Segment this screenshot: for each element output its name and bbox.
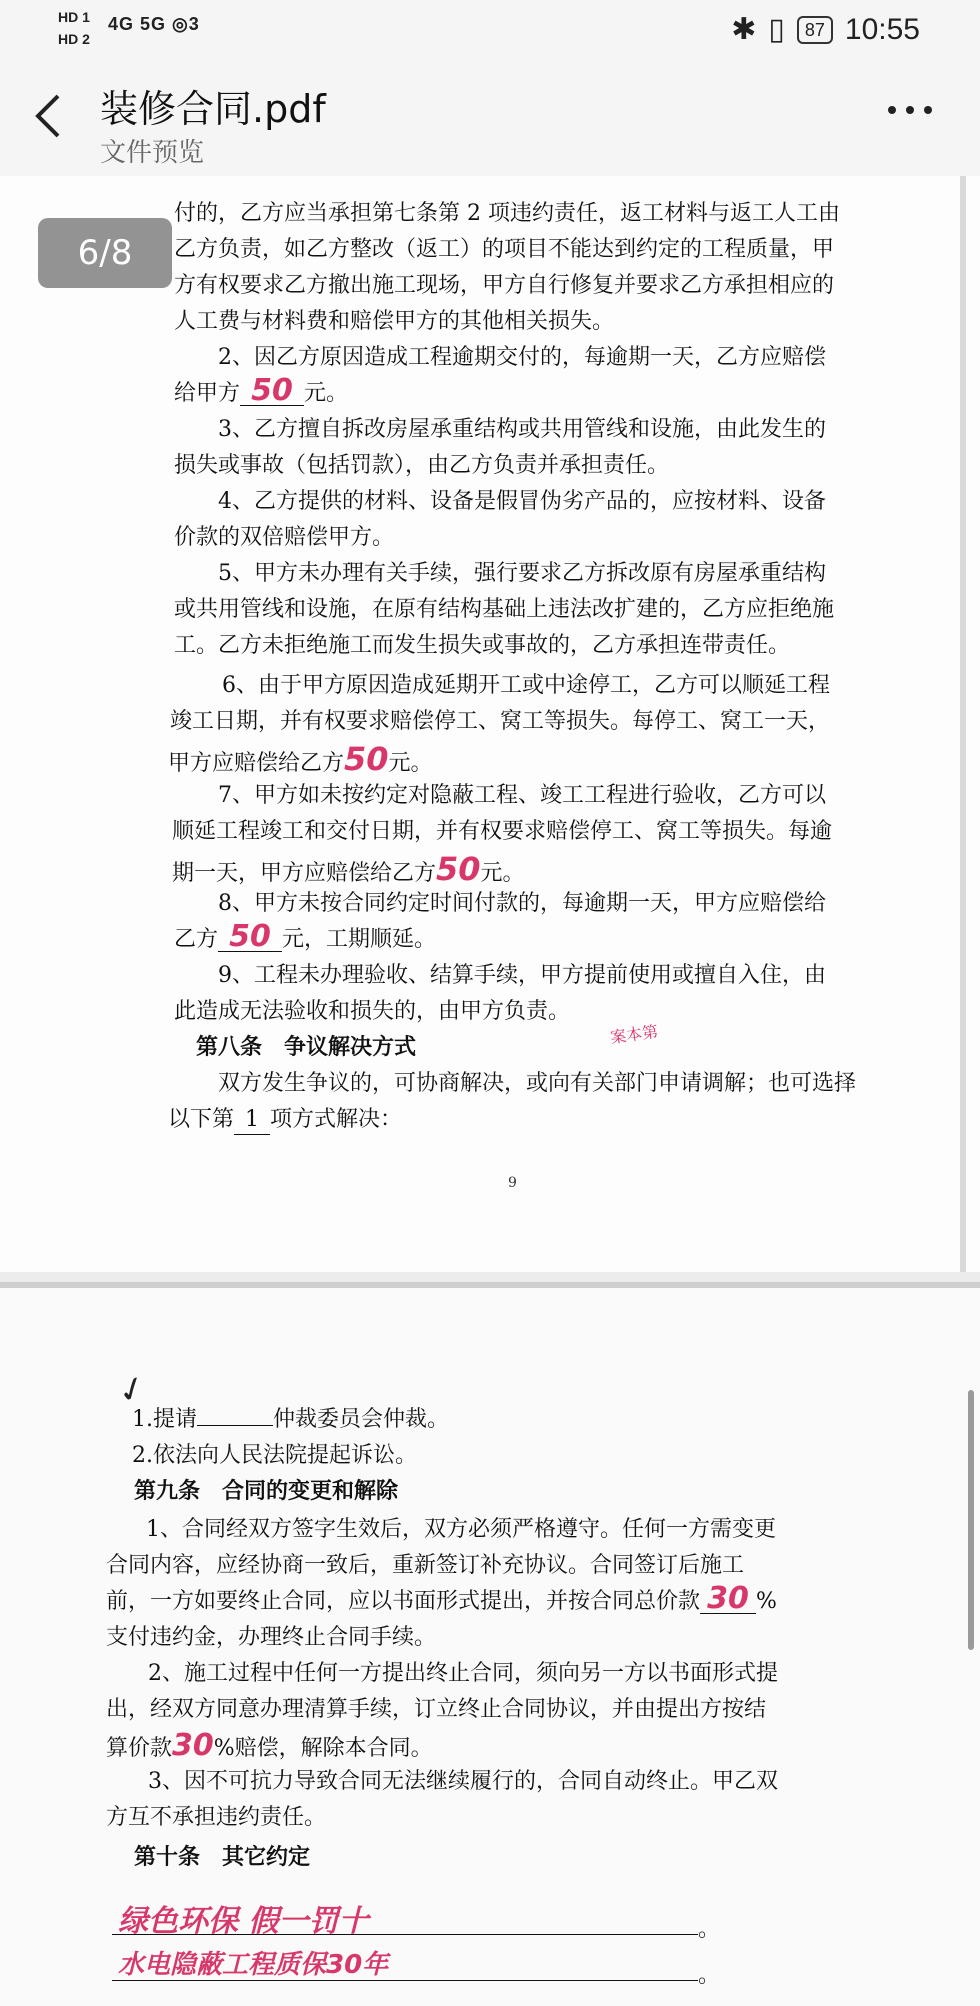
- text-span: 前，一方如要终止合同，应以书面形式提出，并按合同总价款: [106, 1589, 701, 1614]
- period: 。: [698, 1917, 721, 1942]
- text-span: 元。: [480, 861, 525, 886]
- article-heading: 第八条 争议解决方式: [196, 1034, 417, 1060]
- text-line: 双方发生争议的，可协商解决，或向有关部门申请调解；也可选择: [218, 1071, 857, 1096]
- text-line: [172, 850, 525, 888]
- text-line: 2、施工过程中任何一方提出终止合同，须向另一方以书面形式提: [148, 1661, 778, 1686]
- text-span: 项方式解决：: [270, 1107, 403, 1132]
- text-line: 9、工程未办理验收、结算手续，甲方提前使用或擅自入住，由: [218, 963, 826, 988]
- article-heading: 第九条 合同的变更和解除: [134, 1478, 399, 1504]
- text-line: 竣工日期，并有权要求赔偿停工、窝工等损失。每停工、窝工一天，: [170, 709, 831, 734]
- text-line: 价款的双倍赔偿甲方。: [174, 525, 395, 550]
- text-span: %: [756, 1589, 777, 1614]
- text-span: 元。: [388, 751, 433, 776]
- text-line: 方有权要求乙方撤出施工现场，甲方自行修复并要求乙方承担相应的: [174, 273, 835, 298]
- page-indicator: 6/8: [38, 218, 172, 288]
- text-line: 3、乙方擅自拆改房屋承重结构或共用管线和设施，由此发生的: [218, 417, 826, 442]
- text-span: 元。: [304, 381, 349, 406]
- text-span: 算价款: [106, 1736, 173, 1761]
- text-line: 1、合同经双方签字生效后，双方必须严格遵守。任何一方需变更: [146, 1517, 776, 1542]
- scrollbar[interactable]: [968, 1390, 974, 1650]
- text-line: 4、乙方提供的材料、设备是假冒伪劣产品的，应按材料、设备: [218, 489, 826, 514]
- hd2-label: HD 2: [58, 31, 90, 47]
- text-line: [168, 740, 433, 778]
- text-span: 1.提请: [132, 1407, 197, 1432]
- period: 。: [698, 1963, 721, 1988]
- text-line: 6、由于甲方原因造成延期开工或中途停工，乙方可以顺延工程: [222, 673, 830, 698]
- text-span: 以下第: [168, 1107, 235, 1132]
- back-button[interactable]: [30, 88, 78, 148]
- text-span: 元，工期顺延。: [282, 927, 437, 952]
- handwritten-remark-1: 绿色环保 假一罚十: [118, 1904, 369, 1939]
- article-heading: 第十条 其它约定: [134, 1844, 311, 1870]
- underline: [112, 1980, 698, 1981]
- text-span: %赔偿，解除本合同。: [213, 1736, 433, 1761]
- text-span: 期一天，甲方应赔偿给乙方: [172, 861, 437, 886]
- handwritten-percent: 30: [700, 1585, 756, 1614]
- text-line: 8、甲方未按合同约定时间付款的，每逾期一天，甲方应赔偿给: [218, 891, 826, 916]
- document-subtitle: 文件预览: [100, 138, 205, 168]
- text-line: 此造成无法验收和损失的，由甲方负责。: [174, 999, 571, 1024]
- text-line: [106, 1728, 433, 1763]
- text-line: 顺延工程竣工和交付日期，并有权要求赔偿停工、窝工等损失。每逾: [172, 819, 833, 844]
- text-line: 出，经双方同意办理清算手续，订立终止合同协议，并由提出方按结: [106, 1697, 767, 1722]
- hd-indicators: [58, 6, 90, 50]
- underline: [112, 1934, 698, 1935]
- blank-field: [197, 1425, 273, 1426]
- handwritten-amount: 50: [344, 740, 389, 778]
- handwritten-amount: 50: [240, 377, 304, 406]
- handwritten-amount: 50: [436, 850, 481, 888]
- text-line: 支付违约金，办理终止合同手续。: [106, 1625, 437, 1650]
- handwritten-remark-2: 水电隐蔽工程质保30年: [118, 1950, 389, 1980]
- text-line: 5、甲方未办理有关手续，强行要求乙方拆改原有房屋承重结构: [218, 561, 826, 586]
- text-line: 或共用管线和设施，在原有结构基础上违法改扩建的，乙方应拒绝施: [174, 597, 835, 622]
- hd1-label: HD 1: [58, 9, 90, 25]
- text-line: 损失或事故（包括罚款），由乙方负责并承担责任。: [174, 453, 670, 478]
- text-line: 3、因不可抗力导致合同无法继续履行的，合同自动终止。甲乙双: [148, 1769, 778, 1794]
- handwritten-percent: 30: [172, 1728, 214, 1763]
- app-bar: [0, 62, 980, 177]
- text-line: [174, 373, 349, 408]
- text-line: 7、甲方如未按约定对隐蔽工程、竣工工程进行验收，乙方可以: [218, 783, 826, 808]
- signal-icon: 4G 5G ◎3: [108, 14, 200, 34]
- bluetooth-icon: ✱: [731, 13, 757, 46]
- text-line: [174, 919, 437, 954]
- text-line: [106, 1581, 777, 1616]
- text-line: 乙方负责，如乙方整改（返工）的项目不能达到约定的工程质量，甲: [174, 237, 835, 262]
- text-line: 方互不承担违约责任。: [106, 1805, 327, 1830]
- page-number: 9: [508, 1175, 517, 1191]
- handwritten-amount: 50: [218, 923, 282, 952]
- text-span: 仲裁委员会仲裁。: [273, 1407, 450, 1432]
- text-line: 工。乙方未拒绝施工而发生损失或事故的，乙方承担连带责任。: [174, 633, 791, 658]
- chevron-left-icon: [30, 88, 66, 144]
- checkmark-icon: ✓: [112, 1366, 153, 1414]
- text-line: 2、因乙方原因造成工程逾期交付的，每逾期一天，乙方应赔偿: [218, 345, 826, 370]
- document-title: 装修合同.pdf: [100, 87, 326, 131]
- text-line: [168, 1102, 402, 1135]
- text-span: 乙方: [174, 927, 219, 952]
- text-line: [132, 1402, 449, 1433]
- handwritten-choice: 1: [234, 1106, 270, 1135]
- status-bar: [0, 0, 980, 62]
- more-button[interactable]: [884, 86, 936, 132]
- page-edge: [960, 176, 966, 1272]
- text-line: 付的，乙方应当承担第七条第 2 项违约责任，返工材料与返工人工由: [174, 201, 840, 226]
- handwritten-note: 案本第: [609, 1021, 660, 1048]
- battery-icon: 87: [797, 16, 833, 44]
- text-span: 给甲方: [174, 381, 241, 406]
- status-right: [731, 12, 920, 47]
- vibrate-icon: ▯: [768, 13, 785, 46]
- more-icon: [884, 95, 936, 125]
- text-line: 合同内容，应经协商一致后，重新签订补充协议。合同签订后施工: [106, 1553, 745, 1578]
- text-line: 人工费与材料费和赔偿甲方的其他相关损失。: [174, 309, 615, 334]
- text-span: 甲方应赔偿给乙方: [168, 751, 345, 776]
- clock: 10:55: [844, 12, 920, 46]
- text-line: 2.依法向人民法院提起诉讼。: [132, 1443, 417, 1468]
